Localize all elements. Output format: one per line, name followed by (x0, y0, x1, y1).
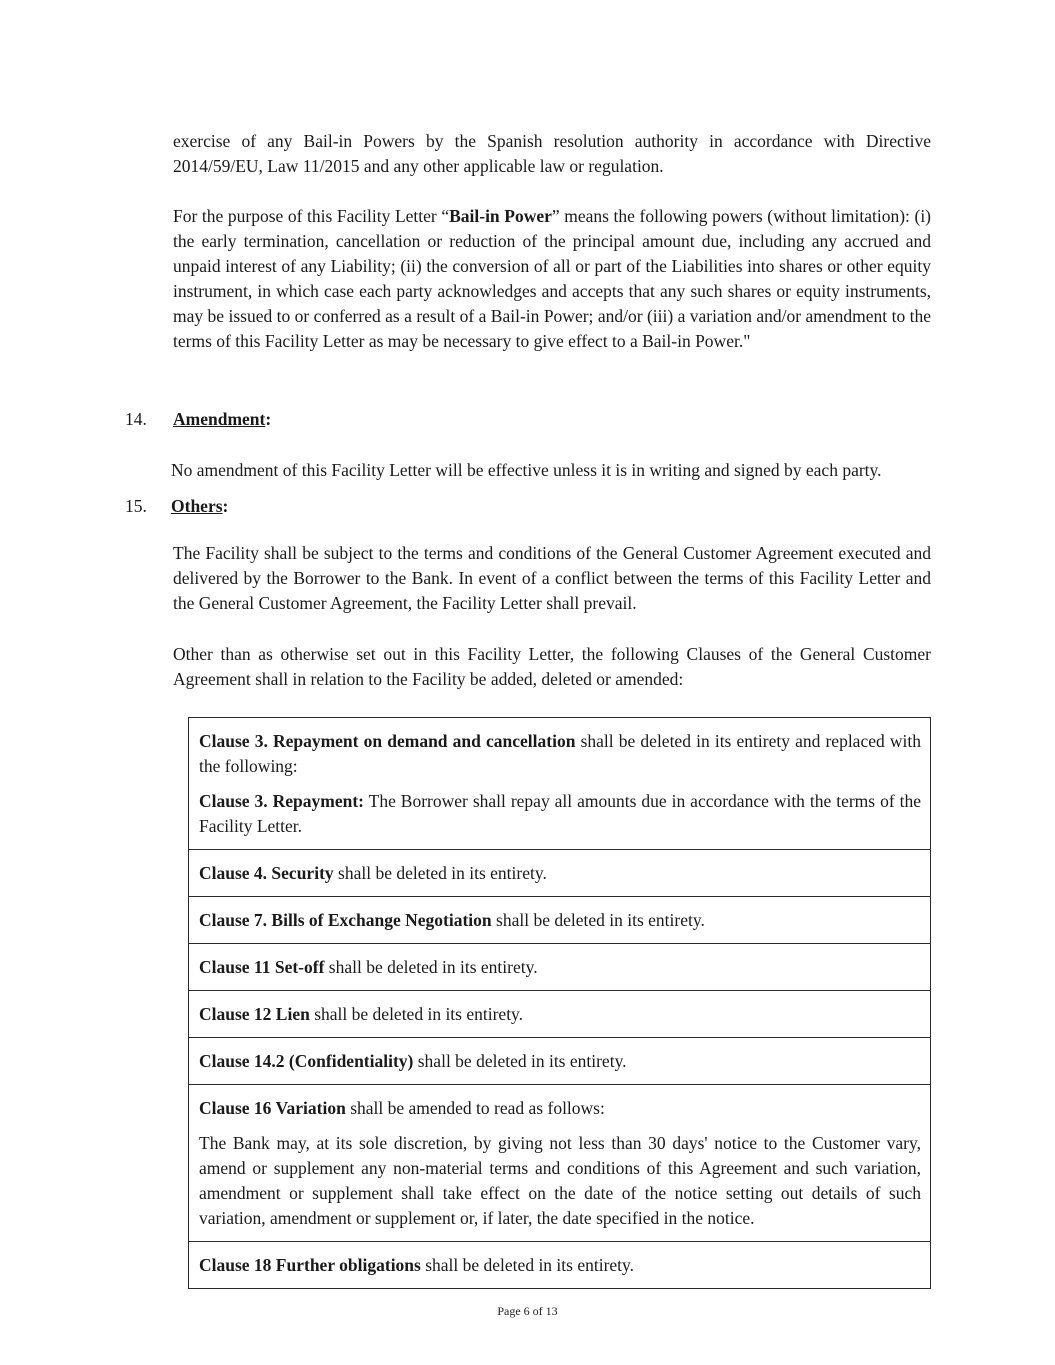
section-15-title-colon: : (222, 496, 229, 516)
section-14-body: No amendment of this Facility Letter will be effective unless it is in writing and signed by each party. (171, 460, 882, 480)
clause-3-text (199, 729, 921, 779)
section-14-title-text: Amendment (173, 409, 266, 429)
clause-16-replacement-text: The Bank may, at its sole discretion, by giving not less than 30 days' notice to the Customer vary, amend or supplement any non-material terms and conditions of this Agreement and such variation, amendment or supplement shall take effect on the date of the notice setting out details of such variation, amendment or supplement or, if later, the date specified in the notice. (199, 1133, 921, 1228)
section-15-body-1: The Facility shall be subject to the terms and conditions of the General Customer Agreement executed and delivered by the Borrower to the Bank. In event of a conflict between the terms of this Facility Letter and the General Customer Agreement, the Facility Letter shall prevail. (173, 543, 931, 613)
clause-11-body: shall be deleted in its entirety. (324, 957, 538, 977)
clause-11-row (189, 944, 930, 991)
clause-4-text (199, 861, 921, 886)
section-14-title-colon: : (265, 409, 272, 429)
clause-3-row (189, 718, 930, 850)
clause-12-body: shall be deleted in its entirety. (309, 1004, 524, 1024)
clause-18-title: Clause 18 Further obligations (199, 1255, 421, 1275)
section-14-number: 14. (125, 409, 147, 429)
clause-16-text (199, 1096, 921, 1121)
definition-lead-text: For the purpose of this Facility Letter “ (173, 206, 450, 226)
clause-18-body: shall be deleted in its entirety. (420, 1255, 635, 1275)
clause-7-body: shall be deleted in its entirety. (491, 910, 705, 930)
clause-14-2-text (199, 1049, 921, 1074)
clause-12-row (189, 991, 930, 1038)
section-15-number: 15. (125, 496, 147, 516)
clause-3-replacement-body: The Borrower shall repay all amounts due in accordance with the terms of the Facility Letter. (199, 791, 921, 836)
clause-4-body: shall be deleted in its entirety. (333, 863, 547, 883)
clause-14-2-body: shall be deleted in its entirety. (413, 1051, 627, 1071)
section-15-title (171, 494, 228, 519)
clause-7-row (189, 897, 930, 944)
clause-3-body: shall be deleted in its entirety and replaced with the following: (199, 731, 921, 776)
definition-body-text: ” means the following powers (without limitation): (i) the early termination, cancellation or reduction of the principal amount due, including any accrued and unpaid interest of any Liability; (ii) the conversion of all or part of the Liabilities into shares or other equity instrument, in which case each party acknowledges and accepts that any such shares or equity instruments, may be issued to or conferred as a result of a Bail-in Power; and/or (iii) a variation and/or amendment to the terms of this Facility Letter as may be necessary to give effect to a Bail-in Power." (173, 206, 932, 351)
clause-16-body: shall be amended to read as follows: (345, 1098, 605, 1118)
section-15-title-text: Others (171, 496, 223, 516)
clause-12-title: Clause 12 Lien (199, 1004, 310, 1024)
clause-14-2-title: Clause 14.2 (Confidentiality) (199, 1051, 414, 1071)
clause-4-title: Clause 4. Security (199, 863, 334, 883)
clause-11-text (199, 955, 921, 980)
clause-3-title: Clause 3. Repayment on demand and cancellation (199, 731, 576, 751)
page-number: Page 6 of 13 (497, 1304, 558, 1318)
clause-18-text (199, 1253, 921, 1278)
section-14-title (173, 407, 271, 432)
clause-18-row (189, 1242, 930, 1289)
bail-in-continuation-paragraph: exercise of any Bail-in Powers by the Spanish resolution authority in accordance with Directive 2014/59/EU, Law 11/2015 and any other applicable law or regulation. (173, 131, 931, 176)
clause-7-text (199, 908, 921, 933)
clause-7-title: Clause 7. Bills of Exchange Negotiation (199, 910, 492, 930)
clause-16-row (189, 1085, 930, 1242)
clause-14-2-row (189, 1038, 930, 1085)
clause-amendments-table (188, 717, 931, 1289)
section-15-body-2: Other than as otherwise set out in this Facility Letter, the following Clauses of the General Customer Agreement shall in relation to the Facility be added, deleted or amended: (173, 644, 931, 689)
clause-12-text (199, 1002, 921, 1027)
clause-4-row (189, 850, 930, 897)
bail-in-power-term: Bail-in Power (449, 206, 552, 226)
clause-3-replacement-title: Clause 3. Repayment: (199, 791, 364, 811)
clause-3-replacement-text (199, 789, 921, 839)
clause-11-title: Clause 11 Set-off (199, 957, 325, 977)
clause-16-title: Clause 16 Variation (199, 1098, 346, 1118)
bail-in-power-definition-paragraph (173, 204, 931, 354)
